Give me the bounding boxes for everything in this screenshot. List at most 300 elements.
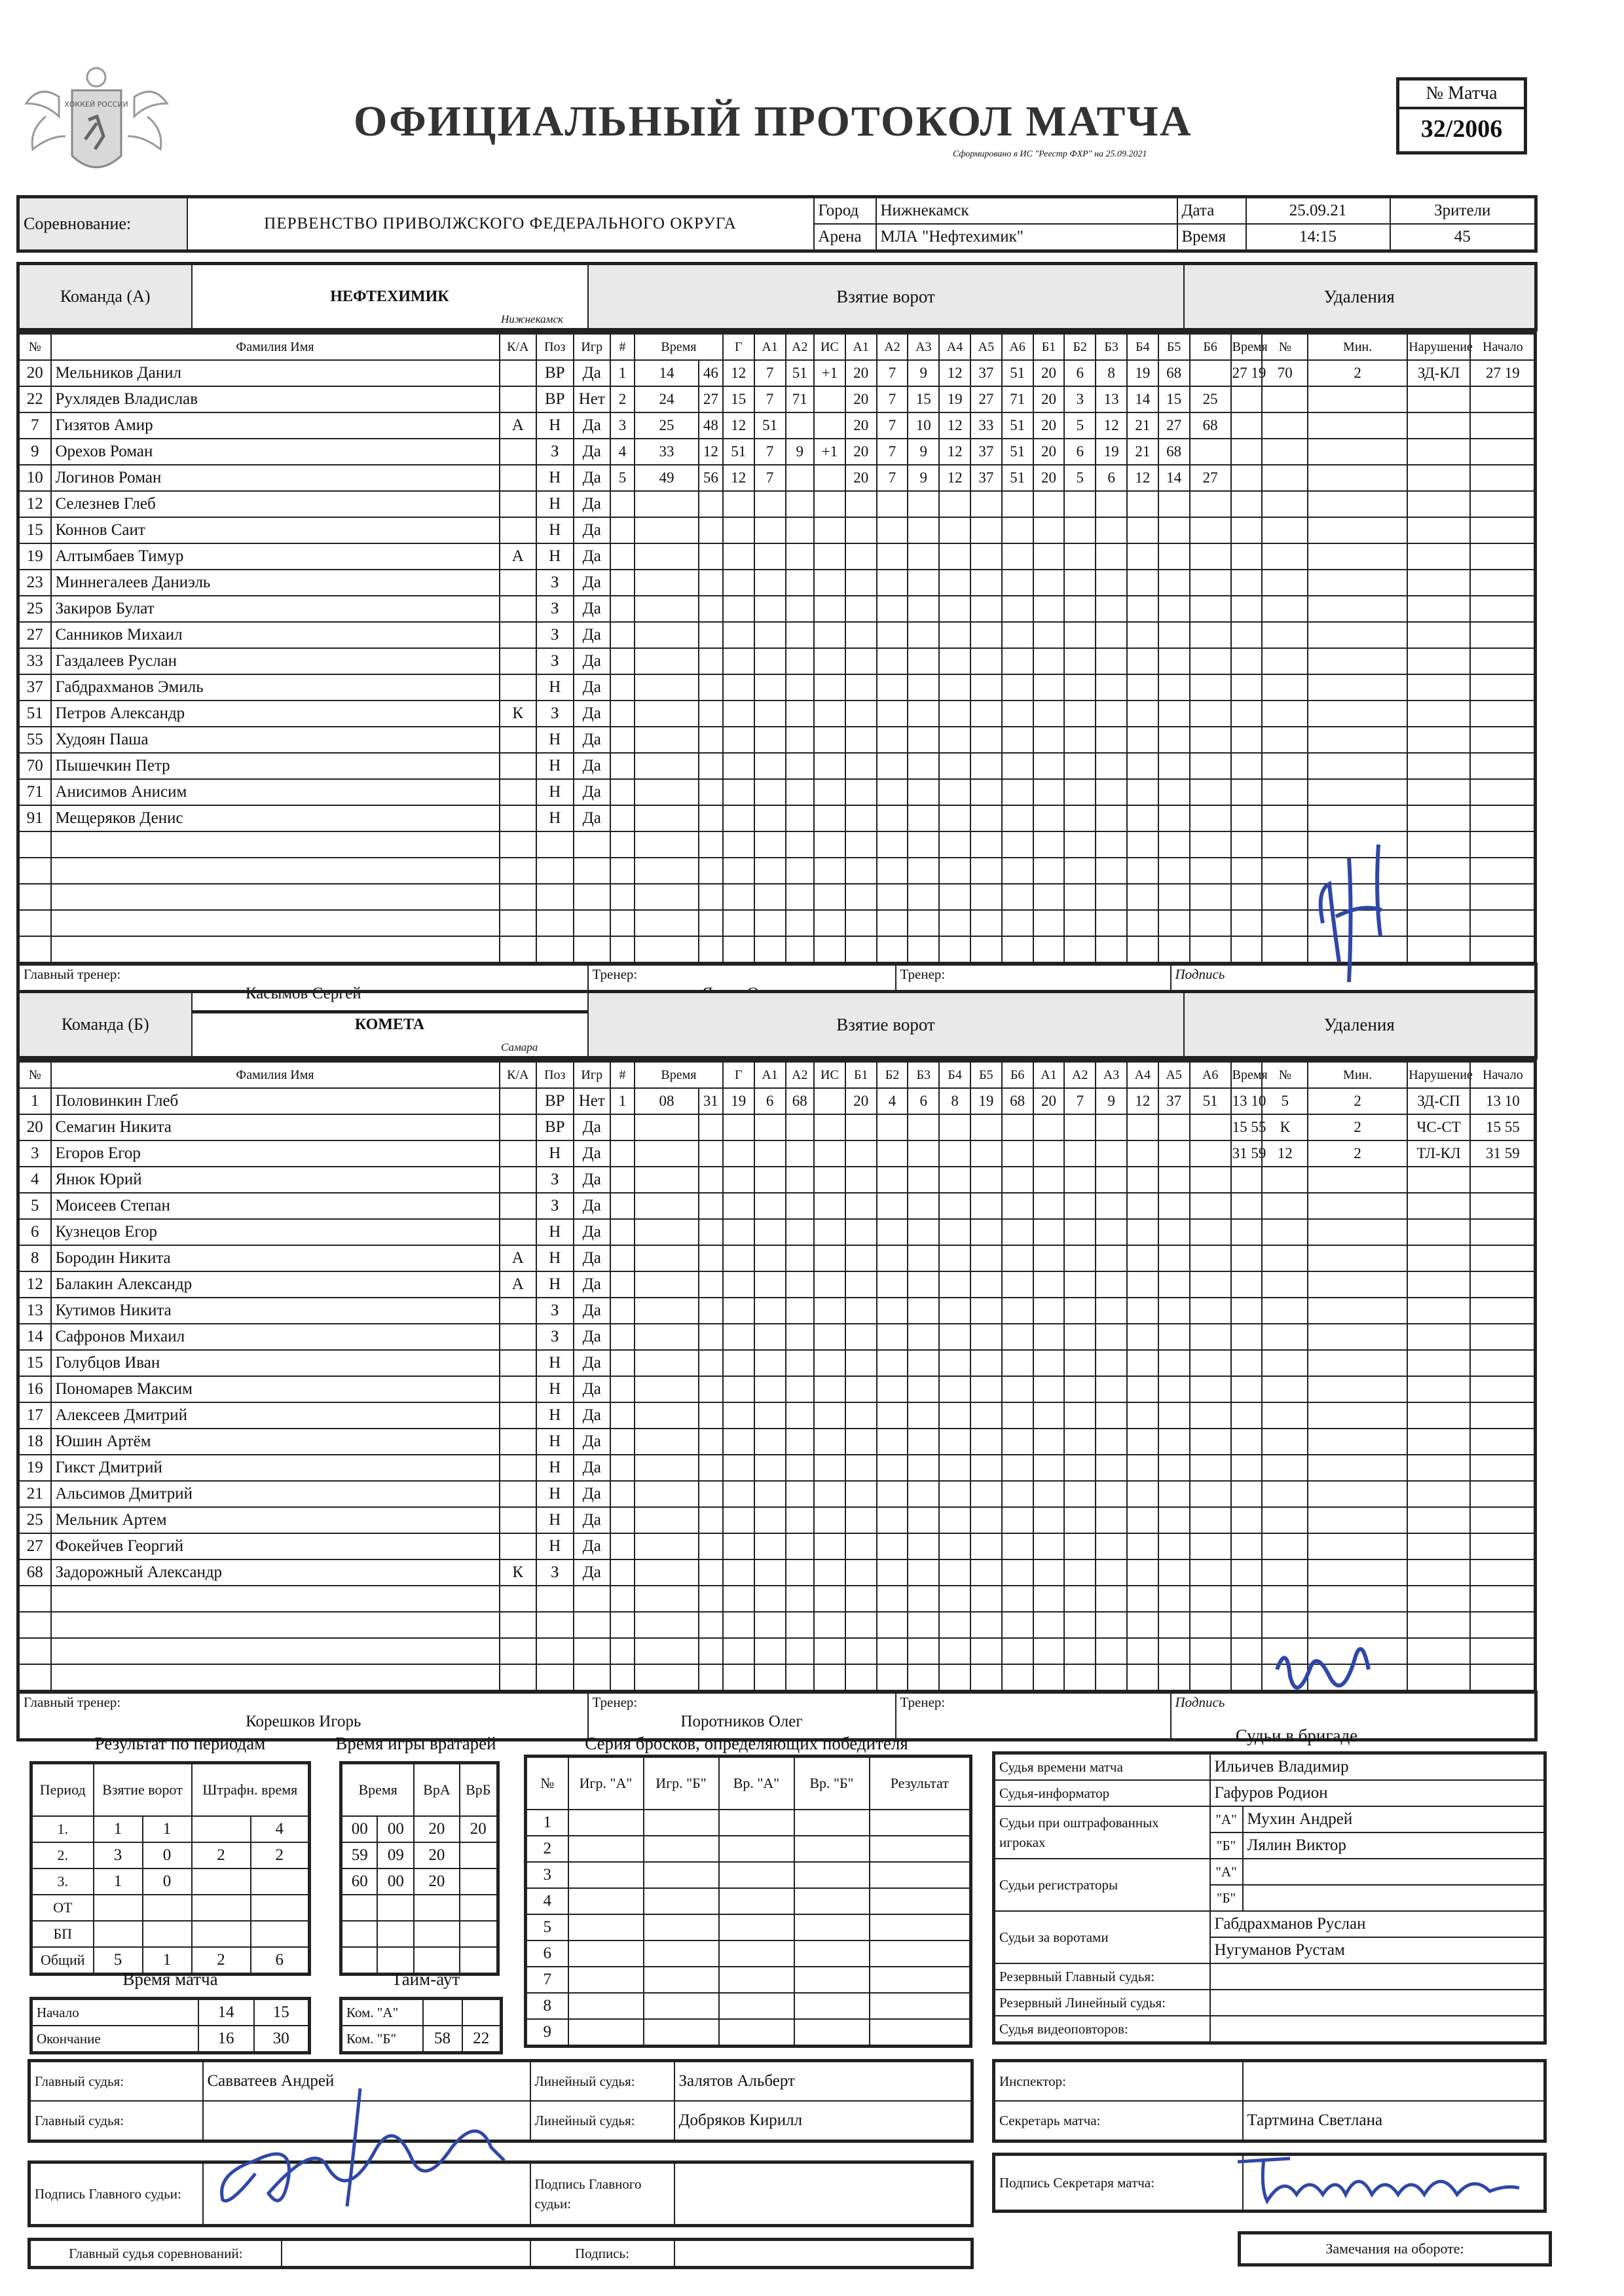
shootout-cell — [870, 2019, 971, 2047]
team-a-goal-cell — [845, 674, 877, 701]
team-a-goal-cell — [845, 910, 877, 936]
team-b-goal-cell — [699, 1507, 723, 1533]
team-a-goal-cell — [845, 543, 877, 570]
team-b-goal-cell: 68 — [1002, 1088, 1033, 1114]
team-b-goal-cell — [754, 1140, 786, 1167]
team-b-pen-cell: 2 — [1308, 1088, 1407, 1114]
team-a-pen-cell — [1262, 648, 1308, 674]
team-a-goal-cell — [1096, 570, 1127, 596]
team-a-pen-cell — [1231, 543, 1263, 570]
periods-col-period: Период — [31, 1763, 94, 1817]
shootout-cell — [568, 2019, 644, 2047]
team-b-goal-cell — [635, 1298, 699, 1324]
team-b-goal-cell — [877, 1114, 908, 1140]
team-b-player-ka — [500, 1507, 537, 1533]
team-a-goal-cell: 12 — [1127, 465, 1158, 491]
team-a-goal-cell — [1127, 753, 1158, 779]
team-a-goal-cell — [877, 753, 908, 779]
team-a-goal-cell — [1096, 674, 1127, 701]
team-a-player-pos: З — [536, 596, 574, 622]
team-b-goal-col-13: А2 — [1064, 1061, 1096, 1089]
team-a-goal-cell — [877, 936, 908, 964]
team-b-player-no: 5 — [18, 1193, 51, 1219]
team-a-goal-cell — [814, 465, 845, 491]
team-a-goal-cell — [908, 622, 939, 648]
team-b-player-pos: З — [536, 1298, 574, 1324]
team-a-goal-cell — [814, 858, 845, 884]
team-b-goal-cell — [939, 1271, 970, 1298]
team-b-player-no: 16 — [18, 1376, 51, 1402]
team-b-goal-cell — [1002, 1376, 1033, 1402]
team-a-head-coach-label: Главный тренер: — [24, 966, 121, 982]
team-b-goal-cell — [1127, 1350, 1158, 1376]
team-b-player-ka — [500, 1481, 537, 1507]
team-b-goal-cell — [939, 1193, 970, 1219]
team-a-pen-cell — [1262, 386, 1308, 412]
team-a-player-pos: ВР — [536, 386, 574, 412]
team-b-player-no: 19 — [18, 1455, 51, 1481]
period-ga: 5 — [94, 1947, 143, 1975]
team-b-player-played: Да — [574, 1481, 611, 1507]
team-a-goal-cell — [814, 727, 845, 753]
team-b-pen-cell — [1231, 1507, 1263, 1533]
team-a-goal-cell: 20 — [1033, 465, 1065, 491]
team-b-goal-cell — [814, 1402, 845, 1429]
team-a-player-name — [51, 831, 500, 858]
team-a-goal-cell — [814, 779, 845, 805]
team-a-pen-cell — [1308, 648, 1407, 674]
team-b-goal-cell — [635, 1638, 699, 1664]
team-a-goal-cell — [1190, 779, 1231, 805]
team-b-goal-col-7: Б2 — [877, 1061, 908, 1089]
team-a-goal-cell — [1158, 491, 1190, 517]
team-a-pen-cell: 2 — [1308, 360, 1407, 386]
team-a-goal-cell: 25 — [635, 412, 699, 439]
team-b-goal-cell — [1033, 1533, 1065, 1559]
team-a-goal-cell — [845, 491, 877, 517]
team-b-pen-cell: 2 — [1308, 1114, 1407, 1140]
team-b-pen-cell — [1308, 1324, 1407, 1350]
team-a-goal-cell — [1096, 648, 1127, 674]
team-a-player-pos: Н — [536, 543, 574, 570]
team-a-goal-cell — [1064, 622, 1096, 648]
team-b-coach-1-cell — [588, 1692, 896, 1740]
team-a-goal-cell — [1033, 517, 1065, 543]
team-b-player-played — [574, 1612, 611, 1638]
team-a-pen-cell — [1262, 858, 1308, 884]
match-end-h: 16 — [198, 2026, 254, 2053]
team-a-goal-cell — [723, 622, 754, 648]
team-b-goal-cell — [877, 1664, 908, 1692]
team-b-goal-cell — [1158, 1638, 1190, 1664]
team-b-pen-cell — [1262, 1245, 1308, 1271]
team-b-goal-cell — [1127, 1245, 1158, 1271]
team-a-player-ka — [500, 517, 537, 543]
team-a-pen-cell — [1308, 674, 1407, 701]
team-b-goal-cell — [635, 1559, 699, 1586]
team-a-goal-cell — [908, 491, 939, 517]
team-b-player-name: Семагин Никита — [51, 1114, 500, 1140]
team-b-player-no: 21 — [18, 1481, 51, 1507]
team-b-row — [18, 1429, 1536, 1455]
team-b-goal-cell — [845, 1533, 877, 1559]
period-p: 3. — [31, 1868, 94, 1895]
team-a-pen-cell — [1262, 596, 1308, 622]
team-a-goal-cell — [786, 779, 815, 805]
period-gb — [143, 1895, 192, 1921]
team-a-pen-cell — [1470, 596, 1536, 622]
line-ref-1-value: Залятов Альберт — [674, 2061, 972, 2102]
team-b-goal-cell — [786, 1271, 815, 1298]
team-a-player-no: 10 — [18, 465, 51, 491]
team-a-pen-cell — [1231, 491, 1263, 517]
goalie-cell: 60 — [341, 1868, 378, 1895]
team-a-goal-cell — [845, 858, 877, 884]
team-a-goal-cell — [1002, 570, 1033, 596]
team-b-goal-cell — [1096, 1533, 1127, 1559]
team-a-goal-cell — [877, 858, 908, 884]
team-a-goal-cell — [1064, 936, 1096, 964]
team-a-goal-cell — [1096, 753, 1127, 779]
team-a-goal-cell — [786, 727, 815, 753]
team-b-goal-cell — [1190, 1638, 1231, 1664]
team-b-player-name: Алексеев Дмитрий — [51, 1402, 500, 1429]
team-a-row — [18, 412, 1536, 439]
team-b-goal-cell — [786, 1586, 815, 1612]
team-b-goal-cell — [1002, 1219, 1033, 1245]
team-b-row — [18, 1350, 1536, 1376]
shootout-no: 1 — [526, 1810, 568, 1836]
period-pa — [192, 1868, 251, 1895]
team-b-player-ka — [500, 1429, 537, 1455]
team-b-goal-cell — [845, 1429, 877, 1455]
team-b-goal-cell — [786, 1167, 815, 1193]
team-a-goal-cell — [877, 596, 908, 622]
periods-table — [29, 1761, 311, 1976]
team-a-player-name: Миннегалеев Даниэль — [51, 570, 500, 596]
team-a-goal-cell — [1033, 831, 1065, 858]
team-a-goal-cell — [1190, 674, 1231, 701]
team-a-goal-cell: 71 — [786, 386, 815, 412]
team-a-goal-cell: 51 — [1002, 465, 1033, 491]
shootout-cell — [568, 1888, 644, 1914]
team-a-goal-cell — [814, 412, 845, 439]
team-a-player-name: Гизятов Амир — [51, 412, 500, 439]
team-a-player-name: Анисимов Анисим — [51, 779, 500, 805]
team-b-goal-cell — [610, 1559, 635, 1586]
team-b-row — [18, 1481, 1536, 1507]
team-b-goal-cell — [970, 1298, 1002, 1324]
head-referee-signature-icon — [216, 2075, 517, 2226]
team-a-goal-cell — [1096, 858, 1127, 884]
team-a-player-name: Пышечкин Петр — [51, 753, 500, 779]
team-a-goal-cell — [1002, 596, 1033, 622]
team-a-col-name: Фамилия Имя — [51, 333, 500, 361]
team-a-pen-cell — [1407, 465, 1470, 491]
team-b-pen-cell — [1231, 1350, 1263, 1376]
team-b-goal-cell — [1033, 1402, 1065, 1429]
team-a-goal-cell — [786, 805, 815, 831]
team-a-goal-cell — [754, 936, 786, 964]
team-b-goal-cell — [754, 1219, 786, 1245]
goalie-cell: 09 — [377, 1842, 414, 1868]
periods-col-goals: Взятие ворот — [94, 1763, 192, 1817]
team-b-goal-cell — [1127, 1586, 1158, 1612]
team-b-goal-cell — [699, 1402, 723, 1429]
team-b-row — [18, 1507, 1536, 1533]
team-a-goal-cell — [1096, 622, 1127, 648]
team-b-goal-cell — [877, 1455, 908, 1481]
goalie-cell: 59 — [341, 1842, 378, 1868]
team-b-goal-cell — [845, 1507, 877, 1533]
team-a-pen-cell — [1231, 570, 1263, 596]
shootout-cell — [870, 1862, 971, 1888]
team-b-head-coach-value: Корешков Игорь — [246, 1713, 361, 1730]
team-b-goal-col-17: А6 — [1190, 1061, 1231, 1089]
team-a-pen-cell — [1407, 412, 1470, 439]
team-a-player-name: Габдрахманов Эмиль — [51, 674, 500, 701]
goalie-cell — [460, 1921, 498, 1947]
team-b-goal-cell — [723, 1167, 754, 1193]
team-b-goal-cell — [699, 1193, 723, 1219]
team-b-pen-cell — [1262, 1402, 1308, 1429]
team-a-goal-cell — [1158, 701, 1190, 727]
team-b-pen-cell — [1231, 1638, 1263, 1664]
team-a-player-pos: Н — [536, 412, 574, 439]
shootout-no: 9 — [526, 2019, 568, 2047]
team-b-goal-cell — [1096, 1429, 1127, 1455]
team-b-goal-cell — [723, 1586, 754, 1612]
team-b-player-name: Мельник Артем — [51, 1507, 500, 1533]
reserve-ref-value — [1210, 1963, 1545, 1990]
team-a-player-played: Да — [574, 570, 611, 596]
team-a-goal-cell — [723, 596, 754, 622]
team-b-goal-cell — [1002, 1324, 1033, 1350]
team-b-goal-cell — [610, 1271, 635, 1298]
shootout-cell — [644, 1967, 719, 1993]
team-a-goal-cell — [635, 570, 699, 596]
team-b-player-name: Половинкин Глеб — [51, 1088, 500, 1114]
team-b-goal-cell — [877, 1324, 908, 1350]
team-a-penalties-title: Удаления — [1184, 264, 1536, 330]
team-a-goal-cell — [1002, 936, 1033, 964]
team-a-row — [18, 674, 1536, 701]
team-b-goal-cell — [1158, 1193, 1190, 1219]
team-b-goal-cell — [1002, 1140, 1033, 1167]
team-b-goal-col-8: Б3 — [908, 1061, 939, 1089]
team-b-goal-cell — [786, 1612, 815, 1638]
team-b-goal-cell — [814, 1245, 845, 1271]
team-a-pen-cell — [1407, 517, 1470, 543]
secretary-signature-icon — [1231, 2149, 1532, 2208]
team-b-goal-cell — [970, 1350, 1002, 1376]
team-b-goal-cell: 51 — [1190, 1088, 1231, 1114]
team-b-player-no — [18, 1612, 51, 1638]
team-b-goal-cell — [908, 1114, 939, 1140]
team-b-pen-cell — [1231, 1376, 1263, 1402]
team-b-label: Команда (Б) — [18, 992, 192, 1058]
team-b-player-no: 8 — [18, 1245, 51, 1271]
team-a-pen-cell: 70 — [1262, 360, 1308, 386]
team-b-goal-cell — [699, 1324, 723, 1350]
period-ga: 1 — [94, 1868, 143, 1895]
team-b-pen-cell — [1407, 1271, 1470, 1298]
team-a-goal-cell — [1064, 753, 1096, 779]
shootout-cell — [644, 2019, 719, 2047]
team-b-goal-cell — [1064, 1245, 1096, 1271]
team-b-goal-cell — [845, 1612, 877, 1638]
team-a-goal-cell — [877, 727, 908, 753]
timeout-a-label: Ком. "А" — [341, 1999, 423, 2026]
team-a-goal-cell: 8 — [1096, 360, 1127, 386]
team-a-pen-cell — [1470, 805, 1536, 831]
team-b-player-pos: Н — [536, 1271, 574, 1298]
shootout-cell — [794, 1888, 870, 1914]
team-a-pen-cell — [1407, 491, 1470, 517]
team-a-goal-cell — [754, 491, 786, 517]
team-b-goal-cell — [845, 1271, 877, 1298]
team-b-goal-cell — [699, 1167, 723, 1193]
team-b-goal-cell — [1064, 1429, 1096, 1455]
team-b-player-name: Сафронов Михаил — [51, 1324, 500, 1350]
team-b-goal-cell — [1190, 1612, 1231, 1638]
reserve-ref-label: Резервный Главный судья: — [994, 1963, 1210, 1990]
team-b-goal-cell — [1064, 1193, 1096, 1219]
team-b-player-no — [18, 1638, 51, 1664]
team-a-signature-label: Подпись — [1175, 966, 1225, 982]
team-b-goal-cell — [786, 1559, 815, 1586]
team-b-signature-icon — [1270, 1630, 1375, 1722]
team-a-goal-cell: 19 — [939, 386, 970, 412]
team-a-goal-cell — [610, 831, 635, 858]
emblem-caption: ХОККЕЙ РОССИИ — [64, 100, 128, 109]
team-b-goal-cell — [786, 1481, 815, 1507]
team-b-pen-cell — [1470, 1219, 1536, 1245]
team-b-pen-col-4: Начало — [1470, 1061, 1536, 1089]
team-a-player-ka — [500, 648, 537, 674]
team-a-goal-cell: 20 — [845, 386, 877, 412]
team-a-pen-cell — [1262, 884, 1308, 910]
period-ga: 1 — [94, 1816, 143, 1842]
team-b-goal-cell — [1190, 1193, 1231, 1219]
team-a-goal-cell — [723, 701, 754, 727]
team-b-goal-cell — [877, 1140, 908, 1167]
team-b-pen-cell — [1262, 1219, 1308, 1245]
team-a-player-ka — [500, 360, 537, 386]
team-a-pen-cell — [1470, 439, 1536, 465]
team-b-goal-cell — [610, 1402, 635, 1429]
team-b-row — [18, 1114, 1536, 1140]
team-b-player-pos: Н — [536, 1507, 574, 1533]
team-b-player-pos: Н — [536, 1455, 574, 1481]
team-b-pen-cell — [1308, 1245, 1407, 1271]
team-a-goal-cell — [939, 779, 970, 805]
team-a-player-no: 15 — [18, 517, 51, 543]
team-b-goal-cell — [1064, 1114, 1096, 1140]
team-b-pen-cell — [1308, 1298, 1407, 1324]
team-b-goal-cell — [610, 1586, 635, 1612]
team-a-goal-cell: 20 — [1033, 386, 1065, 412]
team-a-pen-cell — [1231, 884, 1263, 910]
team-b-goal-cell — [1064, 1612, 1096, 1638]
team-b-coach-2-label: Тренер: — [900, 1694, 946, 1710]
secretary-value: Тартмина Светлана — [1243, 2101, 1545, 2141]
team-b-goal-cell — [754, 1350, 786, 1376]
team-b-goal-cell — [1127, 1612, 1158, 1638]
team-a-goal-cell — [1002, 884, 1033, 910]
team-b-pen-cell — [1231, 1324, 1263, 1350]
team-b-pen-col-0: Время — [1231, 1061, 1263, 1089]
team-b-player-ka — [500, 1114, 537, 1140]
reg-b-tag: "Б" — [1210, 1885, 1243, 1911]
team-a-goal-cell: 24 — [635, 386, 699, 412]
team-a-goal-cell — [814, 386, 845, 412]
date-label: Дата — [1177, 197, 1246, 225]
team-b-pen-cell: 13 10 — [1231, 1088, 1263, 1114]
team-a-pen-cell: ЗД-КЛ — [1407, 360, 1470, 386]
team-a-goal-cell — [877, 805, 908, 831]
team-a-pen-cell — [1231, 936, 1263, 964]
team-a-goal-col-6: А1 — [845, 333, 877, 361]
team-b-goal-cell — [723, 1271, 754, 1298]
team-b-player-pos: Н — [536, 1402, 574, 1429]
period-ga — [94, 1895, 143, 1921]
team-b-goal-cell — [1064, 1298, 1096, 1324]
team-b-player-no: 13 — [18, 1298, 51, 1324]
team-a-goal-cell — [635, 596, 699, 622]
team-b-pen-cell — [1470, 1455, 1536, 1481]
team-b-pen-cell — [1231, 1219, 1263, 1245]
team-b-goal-cell — [1002, 1455, 1033, 1481]
sign-head2-value — [674, 2162, 972, 2226]
period-pb — [251, 1921, 310, 1947]
team-b-goal-cell — [908, 1612, 939, 1638]
goalie-cell: 20 — [414, 1842, 459, 1868]
team-b-goal-cell — [908, 1402, 939, 1429]
secretary-label: Секретарь матча: — [994, 2101, 1243, 2141]
team-a-player-name: Мещеряков Денис — [51, 805, 500, 831]
team-b-player-no: 68 — [18, 1559, 51, 1586]
team-a-goal-cell — [723, 570, 754, 596]
team-b-goal-cell — [845, 1167, 877, 1193]
team-b-pen-cell — [1262, 1533, 1308, 1559]
team-a-pen-cell — [1262, 831, 1308, 858]
team-a-goal-cell — [723, 543, 754, 570]
team-a-goal-cell — [1158, 674, 1190, 701]
team-a-pen-cell — [1262, 779, 1308, 805]
team-a-goal-cell — [939, 596, 970, 622]
team-a-goal-cell — [723, 517, 754, 543]
team-b-pen-cell — [1470, 1559, 1536, 1586]
team-b-player-ka — [500, 1088, 537, 1114]
team-b-pen-cell — [1407, 1376, 1470, 1402]
team-a-goal-cell — [754, 674, 786, 701]
team-a-goal-cell: +1 — [814, 360, 845, 386]
shootout-cell — [870, 1967, 971, 1993]
team-b-goal-cell — [1127, 1114, 1158, 1140]
team-a-goal-cell — [814, 753, 845, 779]
team-b-pen-cell — [1470, 1402, 1536, 1429]
team-a-goal-cell — [1190, 910, 1231, 936]
team-a-goal-cell — [635, 622, 699, 648]
team-a-goal-cell — [786, 517, 815, 543]
team-a-goal-cell — [1002, 543, 1033, 570]
team-a-pen-cell — [1231, 727, 1263, 753]
team-b-goal-col-6: Б1 — [845, 1061, 877, 1089]
team-b-pen-cell — [1308, 1193, 1407, 1219]
team-b-pen-cell — [1262, 1507, 1308, 1533]
team-a-pen-cell — [1308, 805, 1407, 831]
